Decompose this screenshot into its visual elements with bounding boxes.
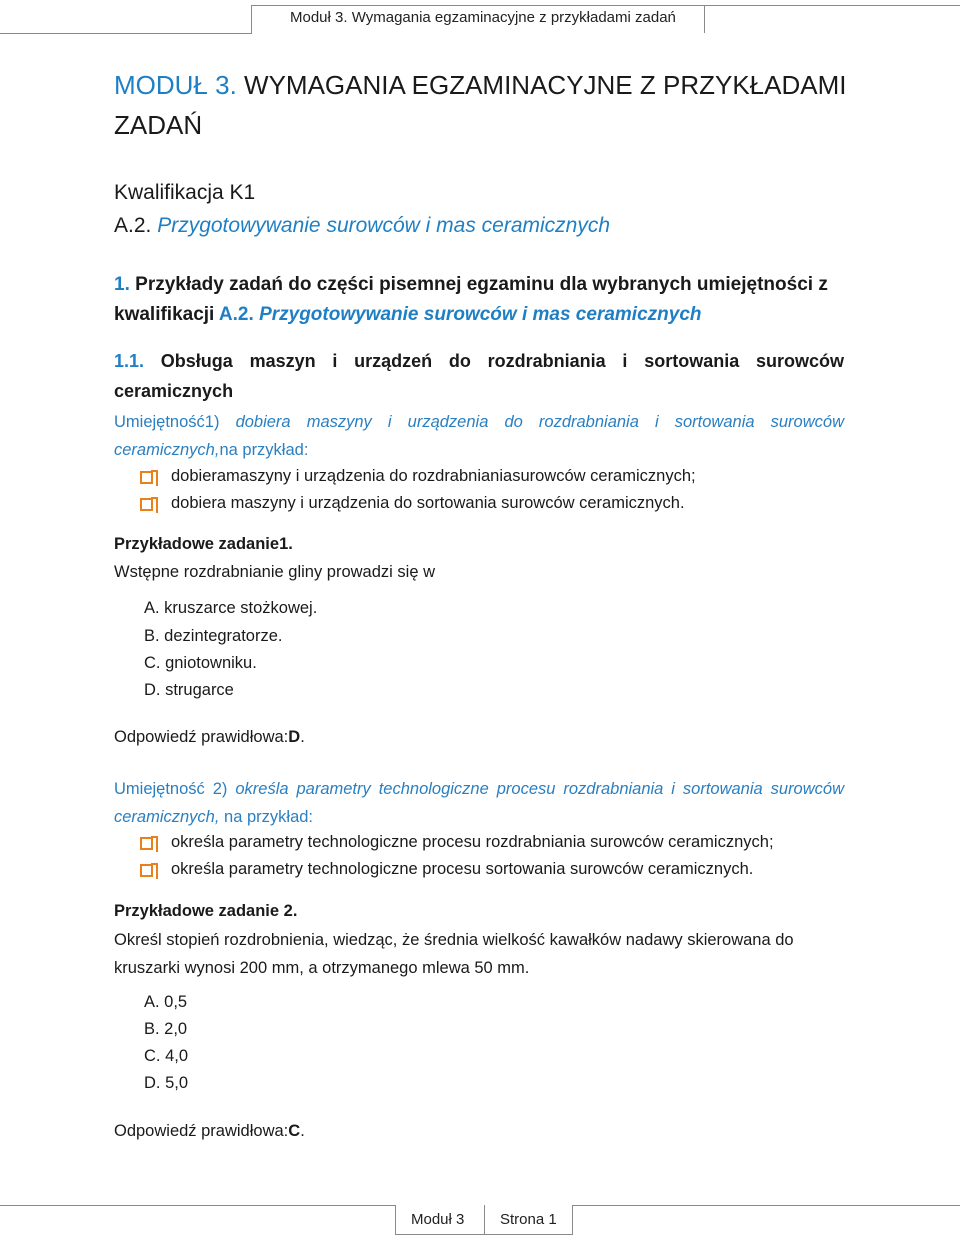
answer-label: Odpowiedź prawidłowa: [114,1122,289,1140]
list-item-text: dobieramaszyny i urządzenia do rozdrabnianiasurowców ceramicznych; [171,467,696,485]
task-1-option-b: B. dezintegratorze. [144,627,283,645]
task-2-option-d: D. 5,0 [144,1074,189,1092]
list-item-text: określa parametry technologiczne procesu rozdrabniania surowców ceramicznych; [171,833,774,851]
section-1-number: 1. [114,274,130,295]
section-1-1-heading [114,346,844,406]
section-1-1-text: Obsługa maszyn i urządzeń do rozdrabniania i sortowania surowców ceramicznych [114,351,844,401]
checkbox-square-icon [140,498,153,511]
answer-end: . [300,1122,305,1140]
section-1-heading [114,270,874,330]
list-item [140,860,753,879]
qualification-name [114,214,610,238]
section-1-text: Przykłady zadań do części pisemnej egzaminu dla wybranych umiejętności z kwalifikacji [114,274,828,325]
skill-1-suffix: na przykład: [219,441,309,459]
task-2-question: Określ stopień rozdrobnienia, wiedząc, że średnia wielkość kawałków nadawy skierowana do kruszarki wynosi 200 mm, a otrzymanego mlewa 50 mm. [114,931,794,977]
header-rule-right [705,5,960,6]
running-header: Moduł 3. Wymagania egzaminacyjne z przykładami zadań [290,9,676,26]
list-item-text: określa parametry technologiczne procesu sortowania surowców ceramicznych. [171,860,754,878]
skill-1 [114,408,844,464]
title-text: WYMAGANIA EGZAMINACYJNE Z PRZYKŁADAMI ZADAŃ [114,70,847,140]
footer-rule-right [572,1205,960,1206]
skill-2-text: określa parametry technologiczne procesu rozdrabniania i sortowania surowców ceramicznych, [114,780,844,826]
task-2-option-b: B. 2,0 [144,1020,188,1038]
task-1-option-c: C. gniotowniku. [144,654,257,672]
list-item [140,467,696,486]
answer-label: Odpowiedź prawidłowa: [114,728,289,746]
list-item-text: dobiera maszyny i urządzenia do sortowania surowców ceramicznych. [171,494,685,512]
title-prefix: MODUŁ 3. [114,70,237,100]
list-item [140,494,685,513]
checkbox-square-icon [140,864,153,877]
checkbox-square-icon [140,837,153,850]
page-title [114,65,874,145]
answer-value: D [288,728,301,746]
skill-2-suffix: na przykład: [224,808,314,826]
page-number: Strona 1 [500,1211,557,1228]
task-2-answer [114,1122,305,1141]
skill-1-prefix: Umiejętność1) [114,413,220,431]
qualification-label: Kwalifikacja K1 [114,181,256,204]
task-1-option-d: D. strugarce [144,681,234,699]
footer-module: Moduł 3 [411,1211,465,1228]
task-1-label: Przykładowe zadanie1. [114,535,293,553]
task-1-answer [114,728,305,747]
skill-2-prefix: Umiejętność 2) [114,780,228,798]
task-2-label: Przykładowe zadanie 2. [114,902,298,920]
task-1-option-a: A. kruszarce stożkowej. [144,599,318,617]
footer-rule-left [0,1205,396,1206]
skill-2 [114,775,844,831]
task-1-question: Wstępne rozdrabnianie gliny prowadzi się w [114,563,435,581]
task-2-option-c: C. 4,0 [144,1047,189,1065]
checkbox-square-icon [140,471,153,484]
qualification-code: A.2. [114,214,152,237]
answer-value: C [288,1122,301,1140]
section-1-1-number: 1.1. [114,351,145,371]
header-rule-left [0,33,252,34]
qualification-title: Przygotowywanie surowców i mas ceramicznych [157,214,611,237]
task-2-option-a: A. 0,5 [144,993,188,1011]
section-1-code: A.2. [218,304,254,325]
answer-end: . [300,728,305,746]
skill-1-text: dobiera maszyny i urządzenia do rozdrabniania i sortowania surowców ceramicznych, [114,413,844,459]
section-1-name: Przygotowywanie surowców i mas ceramicznych [259,304,702,325]
list-item [140,833,774,852]
